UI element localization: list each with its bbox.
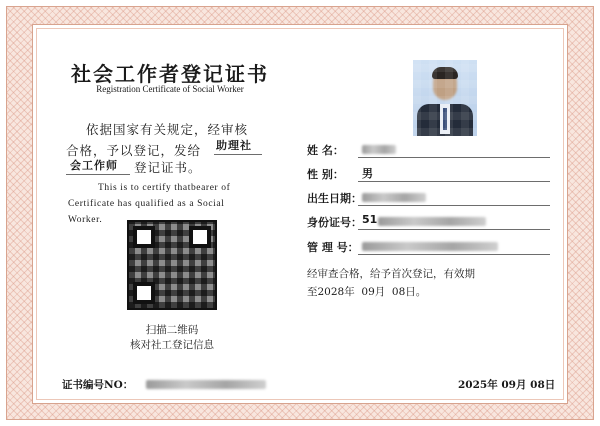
name-underline [358,157,550,158]
id-number-underline [358,229,550,230]
serial-number-redacted [146,380,266,389]
qualification-level-part2: 会工作师 [70,159,118,172]
statement-en-line-1: This is to certify thatbearer of [98,183,231,193]
qr-finder-top-right [189,226,211,248]
validity-line-2: 至2028年 09月 08日。 [307,286,427,298]
name-value-redacted [362,145,396,154]
management-number-label: 管 理 号： [307,241,359,254]
qualification-underline-2 [66,174,130,175]
birth-date-underline [358,205,550,206]
gender-label: 性 别： [307,168,344,181]
birth-date-redacted [362,193,426,202]
holder-photo [413,60,477,136]
birth-date-label: 出生日期： [307,192,362,205]
management-number-underline [358,254,550,255]
id-number-redacted [378,217,486,226]
qr-caption-line-2: 核对社工登记信息 [130,339,214,351]
serial-number-label: 证书编号NO： [62,379,134,391]
id-number-prefix: 51 [362,213,378,226]
management-number-redacted [362,242,498,251]
statement-line-3: 登记证书。 [134,160,202,175]
certificate-title: 社会工作者登记证书 [71,62,269,86]
statement-en-line-3: Worker. [68,215,103,225]
qualification-level-part1: 助理社 [216,139,252,152]
qr-finder-top-left [133,226,155,248]
qr-finder-bottom-left [133,282,155,304]
validity-line-1: 经审查合格，给予首次登记，有效期 [307,268,475,280]
issue-date: 2025年 09月 08日 [458,379,556,391]
qualification-underline-1 [214,154,262,155]
gender-underline [358,181,550,182]
certificate-title-english: Registration Certificate of Social Worker [96,84,244,94]
name-label: 姓 名： [307,144,344,157]
id-number-label: 身份证号： [307,216,362,229]
statement-en-line-2: Certificate has qualified as a Social [68,199,225,209]
photo-pixelation [413,60,477,136]
statement-line-2: 合格，予以登记，发给 [66,143,202,158]
statement-line-1: 依据国家有关规定，经审核 [86,122,249,137]
qr-code[interactable] [127,220,217,310]
qr-caption-line-1: 扫描二维码 [145,324,199,336]
gender-value: 男 [362,167,373,180]
